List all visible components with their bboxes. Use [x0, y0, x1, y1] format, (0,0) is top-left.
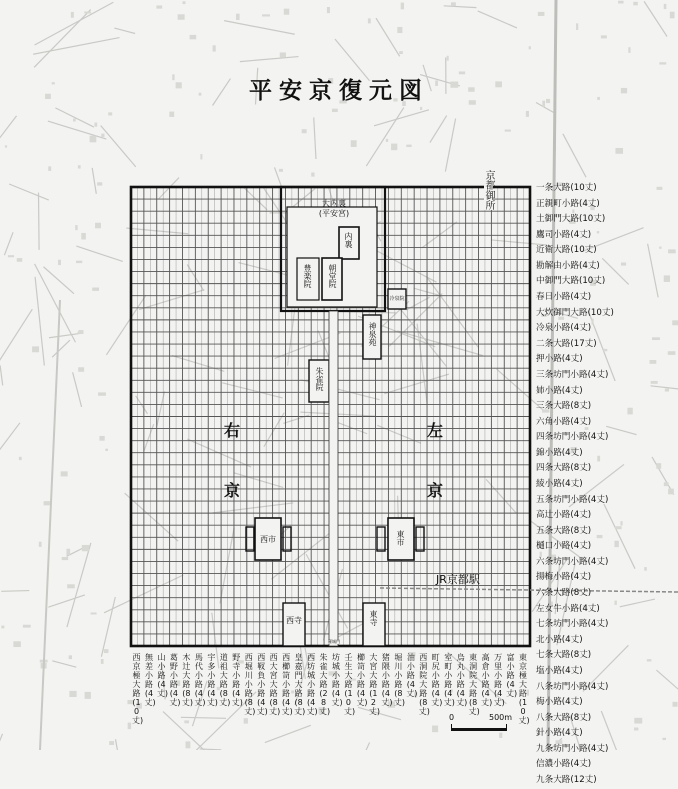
east-west-street-label: 梅小路(4丈)	[536, 695, 678, 711]
east-west-street-label: 五条坊門小路(4丈)	[536, 493, 678, 509]
background-building	[69, 655, 72, 659]
east-west-street-label: 鷹司小路(4丈)	[536, 228, 678, 244]
background-road	[114, 28, 135, 33]
background-building	[98, 392, 106, 395]
scale-distance: 500m	[489, 713, 512, 722]
background-building	[664, 4, 667, 9]
east-west-street-label: 六条大路(8丈)	[536, 586, 678, 602]
background-building	[90, 136, 97, 143]
background-building	[618, 1, 623, 4]
background-building	[262, 14, 270, 16]
east-west-street-label: 九条坊門小路(4丈)	[536, 742, 678, 758]
east-west-street-label: 一条大路(10丈)	[536, 181, 678, 197]
east-west-street-label: 六条坊門小路(4丈)	[536, 555, 678, 571]
burakuin-label: 豊楽院	[303, 264, 312, 288]
background-building	[71, 12, 74, 18]
suzaku-oji-avenue	[329, 311, 338, 646]
kyoto-gosho-label: 京都御所	[484, 170, 493, 210]
east-west-street-labels	[536, 181, 678, 789]
background-building	[78, 330, 83, 334]
north-south-street-label: 山小路(4丈)	[157, 653, 166, 698]
background-road	[48, 121, 107, 139]
north-south-street-label: 宇多小路(4丈)	[207, 653, 216, 707]
background-building	[75, 225, 77, 230]
east-west-street-label: 五条大路(8丈)	[536, 524, 678, 540]
east-west-street-label: 勘解由小路(4丈)	[536, 259, 678, 275]
east-west-street-label: 樋口小路(4丈)	[536, 539, 678, 555]
east-west-street-label: 土御門大路(10丈)	[536, 212, 678, 228]
background-building	[66, 549, 70, 556]
north-south-street-label: 壬生大路(10丈)	[344, 653, 353, 716]
background-road	[52, 340, 70, 357]
background-building	[327, 7, 330, 13]
east-west-street-label: 近衛大路(10丈)	[536, 243, 678, 259]
north-south-street-label: 馬代小路(4丈)	[194, 653, 203, 707]
background-road	[314, 117, 316, 159]
background-road	[0, 423, 20, 478]
north-south-street-label: 葛野小路(4丈)	[169, 653, 178, 707]
heiankyu-label: (平安宮)	[312, 209, 356, 218]
reizei-in-label: 冷泉院	[389, 295, 405, 304]
background-building	[94, 123, 97, 127]
east-west-street-label: 四条大路(8丈)	[536, 461, 678, 477]
east-west-street-label: 北小路(4丈)	[536, 633, 678, 649]
background-building	[156, 5, 162, 8]
east-west-street-label: 冷泉小路(4丈)	[536, 321, 678, 337]
east-west-street-label: 左女牛小路(4丈)	[536, 602, 678, 618]
background-building	[23, 625, 31, 628]
background-road	[52, 661, 76, 667]
east-west-street-label: 二条大路(17丈)	[536, 337, 678, 353]
north-south-street-label: 烏丸小路(4丈)	[456, 653, 465, 707]
background-building	[451, 2, 456, 6]
east-west-street-label: 八条大路(8丈)	[536, 711, 678, 727]
north-south-street-label: 野寺小路(4丈)	[232, 653, 241, 707]
north-south-street-label: 西櫛笥小路(4丈)	[282, 653, 291, 716]
north-south-street-label: 大宮大路(12丈)	[369, 653, 378, 716]
background-road	[563, 134, 586, 177]
background-building	[526, 111, 529, 117]
background-road	[0, 116, 17, 171]
background-road	[644, 1, 667, 36]
background-building	[538, 12, 545, 16]
background-building	[78, 165, 81, 168]
background-building	[81, 233, 86, 240]
dairi-label: 内裏	[344, 232, 353, 248]
background-building	[78, 367, 84, 372]
background-building	[95, 223, 101, 229]
background-building	[615, 148, 623, 154]
background-building	[105, 449, 108, 451]
background-building	[178, 14, 185, 19]
north-south-street-label: 堀川小路(8丈)	[394, 653, 403, 707]
background-road	[234, 473, 283, 488]
background-road	[220, 528, 234, 604]
background-building	[61, 471, 68, 476]
east-west-street-label: 姉小路(4丈)	[536, 384, 678, 400]
background-road	[116, 739, 122, 750]
east-west-street-label: 高辻小路(4丈)	[536, 508, 678, 524]
jr-kyoto-station-label: JR京都駅	[436, 574, 480, 586]
background-building	[302, 129, 307, 133]
north-south-street-label: 道祖大路(8丈)	[219, 653, 228, 707]
background-building	[48, 166, 51, 171]
north-south-street-label: 坊城小路(4丈)	[332, 653, 341, 707]
background-road	[126, 228, 188, 234]
background-building	[104, 649, 109, 653]
background-building	[101, 134, 104, 137]
background-building	[236, 14, 240, 20]
east-west-street-label: 七条大路(8丈)	[536, 648, 678, 664]
background-road	[49, 333, 82, 338]
background-building	[39, 542, 42, 547]
background-building	[73, 119, 76, 122]
background-road	[240, 57, 299, 62]
background-building	[169, 112, 174, 117]
background-building	[69, 691, 76, 697]
background-building	[85, 692, 91, 699]
background-building	[92, 288, 99, 291]
ukyo-label-lower: 京	[224, 478, 240, 501]
background-building	[399, 51, 403, 54]
background-road	[306, 554, 348, 628]
background-building	[505, 130, 511, 132]
north-south-street-label: 油小路(4丈)	[406, 653, 415, 698]
east-west-street-label: 春日小路(4丈)	[536, 290, 678, 306]
background-road	[213, 503, 294, 513]
background-road	[376, 18, 400, 56]
suzaku-in-label: 朱雀院	[315, 367, 324, 391]
north-south-street-label: 町尻小路(4丈)	[431, 653, 440, 707]
background-road	[444, 6, 477, 8]
background-building	[529, 46, 531, 49]
background-road	[48, 595, 84, 607]
north-south-street-label: 西洞院大路(8丈)	[419, 653, 428, 716]
background-building	[183, 1, 186, 4]
background-road	[1, 591, 29, 592]
background-road	[139, 290, 204, 310]
east-west-street-label: 九条大路(12丈)	[536, 773, 678, 789]
background-road	[172, 356, 224, 372]
background-road	[222, 383, 282, 398]
north-south-street-label: 東京極大路(10丈)	[519, 653, 528, 725]
background-building	[447, 56, 449, 61]
background-road	[430, 116, 447, 143]
background-building	[351, 140, 357, 147]
background-building	[17, 258, 22, 262]
east-west-street-label: 錦小路(4丈)	[536, 446, 678, 462]
background-building	[108, 112, 112, 115]
background-road	[9, 184, 49, 200]
background-building	[311, 172, 314, 176]
background-road	[106, 295, 145, 355]
scale-bar	[447, 712, 517, 742]
background-building	[8, 255, 14, 257]
background-road	[384, 374, 449, 394]
background-road	[157, 391, 165, 425]
background-road	[125, 493, 178, 541]
background-building	[420, 107, 422, 110]
background-road	[478, 11, 517, 28]
ukyo-label-upper: 右	[224, 418, 240, 441]
east-west-street-label: 三条坊門小路(4丈)	[536, 368, 678, 384]
background-road	[33, 38, 119, 55]
background-building	[5, 145, 7, 147]
shinsenen-label: 神泉苑	[368, 322, 377, 346]
background-building	[628, 47, 630, 53]
background-road	[0, 365, 3, 385]
nishi-ichi-label: 西市	[259, 535, 277, 544]
background-road	[4, 232, 13, 255]
east-west-street-label: 押小路(4丈)	[536, 352, 678, 368]
background-building	[670, 12, 675, 19]
background-road	[0, 309, 32, 364]
background-building	[280, 52, 286, 57]
north-south-street-label: 西京極大路(10丈)	[132, 653, 141, 725]
east-west-street-label: 綾小路(4丈)	[536, 477, 678, 493]
north-south-street-label: 西堀川小路(8丈)	[244, 653, 253, 716]
scale-tick-start	[451, 724, 452, 731]
background-road	[92, 168, 96, 194]
north-south-street-label: 櫛笥小路(4丈)	[356, 653, 365, 707]
background-building	[213, 45, 216, 51]
background-building	[82, 545, 89, 551]
east-west-street-label: 大炊御門大路(10丈)	[536, 306, 678, 322]
background-building	[284, 9, 289, 15]
north-south-street-label: 高倉小路(4丈)	[481, 653, 490, 707]
sai-ji-label: 西寺	[286, 616, 302, 625]
background-building	[397, 27, 402, 33]
background-building	[391, 144, 397, 151]
background-road	[445, 118, 455, 171]
sakyo-label-lower: 京	[427, 478, 443, 501]
north-south-street-label: 室町小路(4丈)	[444, 653, 453, 707]
east-west-street-label: 三条大路(8丈)	[536, 399, 678, 415]
background-building	[368, 18, 371, 23]
background-road	[486, 479, 516, 513]
background-building	[659, 62, 666, 64]
background-building	[44, 501, 50, 505]
background-building	[84, 11, 91, 13]
daidairi-label: 大内裏	[314, 199, 354, 208]
background-road	[34, 10, 91, 68]
background-road	[0, 734, 3, 750]
east-west-street-label: 八条坊門小路(4丈)	[536, 680, 678, 696]
background-building	[58, 260, 61, 265]
background-road	[400, 308, 447, 366]
background-building	[401, 3, 404, 10]
background-building	[190, 35, 197, 39]
background-building	[576, 23, 578, 30]
east-west-street-label: 六角小路(4丈)	[536, 415, 678, 431]
background-building	[200, 154, 202, 159]
background-road	[101, 597, 115, 657]
sakyo-label-upper: 左	[427, 418, 443, 441]
north-south-street-label: 西大宮大路(8丈)	[269, 653, 278, 716]
east-west-street-label: 塩小路(4丈)	[536, 664, 678, 680]
east-west-street-label: 正親町小路(4丈)	[536, 197, 678, 213]
background-building	[101, 659, 104, 664]
higashi-ichi-left-annex	[377, 527, 385, 551]
east-west-street-label: 信濃小路(4丈)	[536, 757, 678, 773]
background-road	[101, 126, 136, 167]
background-building	[91, 612, 97, 614]
rashomon-label: 羅城門	[327, 640, 341, 644]
background-road	[38, 193, 39, 250]
background-road	[338, 623, 365, 637]
higashi-ichi-right-annex	[416, 527, 424, 551]
background-building	[279, 169, 283, 172]
background-building	[32, 346, 39, 352]
background-road	[73, 372, 82, 407]
to-ji-label: 東寺	[369, 610, 378, 626]
north-south-street-label: 朱雀大路(28丈)	[319, 653, 328, 716]
background-building	[109, 741, 114, 745]
background-building	[67, 584, 75, 588]
background-building	[62, 557, 68, 560]
east-west-street-label: 針小路(4丈)	[536, 726, 678, 742]
background-building	[1, 626, 4, 629]
background-road	[76, 246, 122, 261]
background-road	[55, 108, 94, 127]
background-building	[99, 436, 104, 441]
north-south-street-label: 西坊城小路(4丈)	[307, 653, 316, 716]
background-building	[76, 261, 82, 263]
background-building	[633, 2, 638, 6]
background-road	[264, 413, 284, 447]
background-road	[35, 2, 114, 45]
background-building	[97, 182, 102, 185]
east-west-street-label: 四条坊門小路(4丈)	[536, 430, 678, 446]
scale-zero: 0	[449, 713, 454, 722]
north-south-street-label: 西靫負小路(4丈)	[257, 653, 266, 716]
map-title: 平安京復元図	[0, 72, 678, 105]
background-building	[386, 139, 388, 142]
east-west-street-label: 七条坊門小路(4丈)	[536, 617, 678, 633]
north-south-street-label: 皇嘉門大路(8丈)	[294, 653, 303, 716]
katsura-river	[40, 300, 60, 750]
background-road	[366, 108, 404, 166]
background-building	[19, 457, 22, 460]
background-building	[406, 145, 411, 147]
north-south-street-label: 東洞院大路(8丈)	[469, 653, 478, 716]
chodoin-label: 朝堂院	[328, 264, 337, 288]
background-building	[601, 35, 607, 38]
background-building	[332, 109, 338, 112]
north-south-street-label: 猪隈小路(4丈)	[381, 653, 390, 707]
background-road	[35, 277, 44, 366]
scale-line	[451, 728, 507, 731]
higashi-ichi-label: 東市	[396, 530, 405, 546]
background-road	[224, 21, 295, 35]
background-building	[13, 641, 20, 647]
scale-tick-end	[506, 724, 507, 731]
north-south-street-label: 万里小路(4丈)	[494, 653, 503, 707]
north-south-street-label: 木辻大路(8丈)	[182, 653, 191, 707]
east-west-street-label: 揚梅小路(4丈)	[536, 570, 678, 586]
east-west-street-label: 中御門大路(10丈)	[536, 274, 678, 290]
north-south-street-label: 無差小路(4丈)	[144, 653, 153, 707]
nishi-ichi-right-annex	[283, 527, 291, 551]
north-south-street-label: 富小路(4丈)	[506, 653, 515, 698]
